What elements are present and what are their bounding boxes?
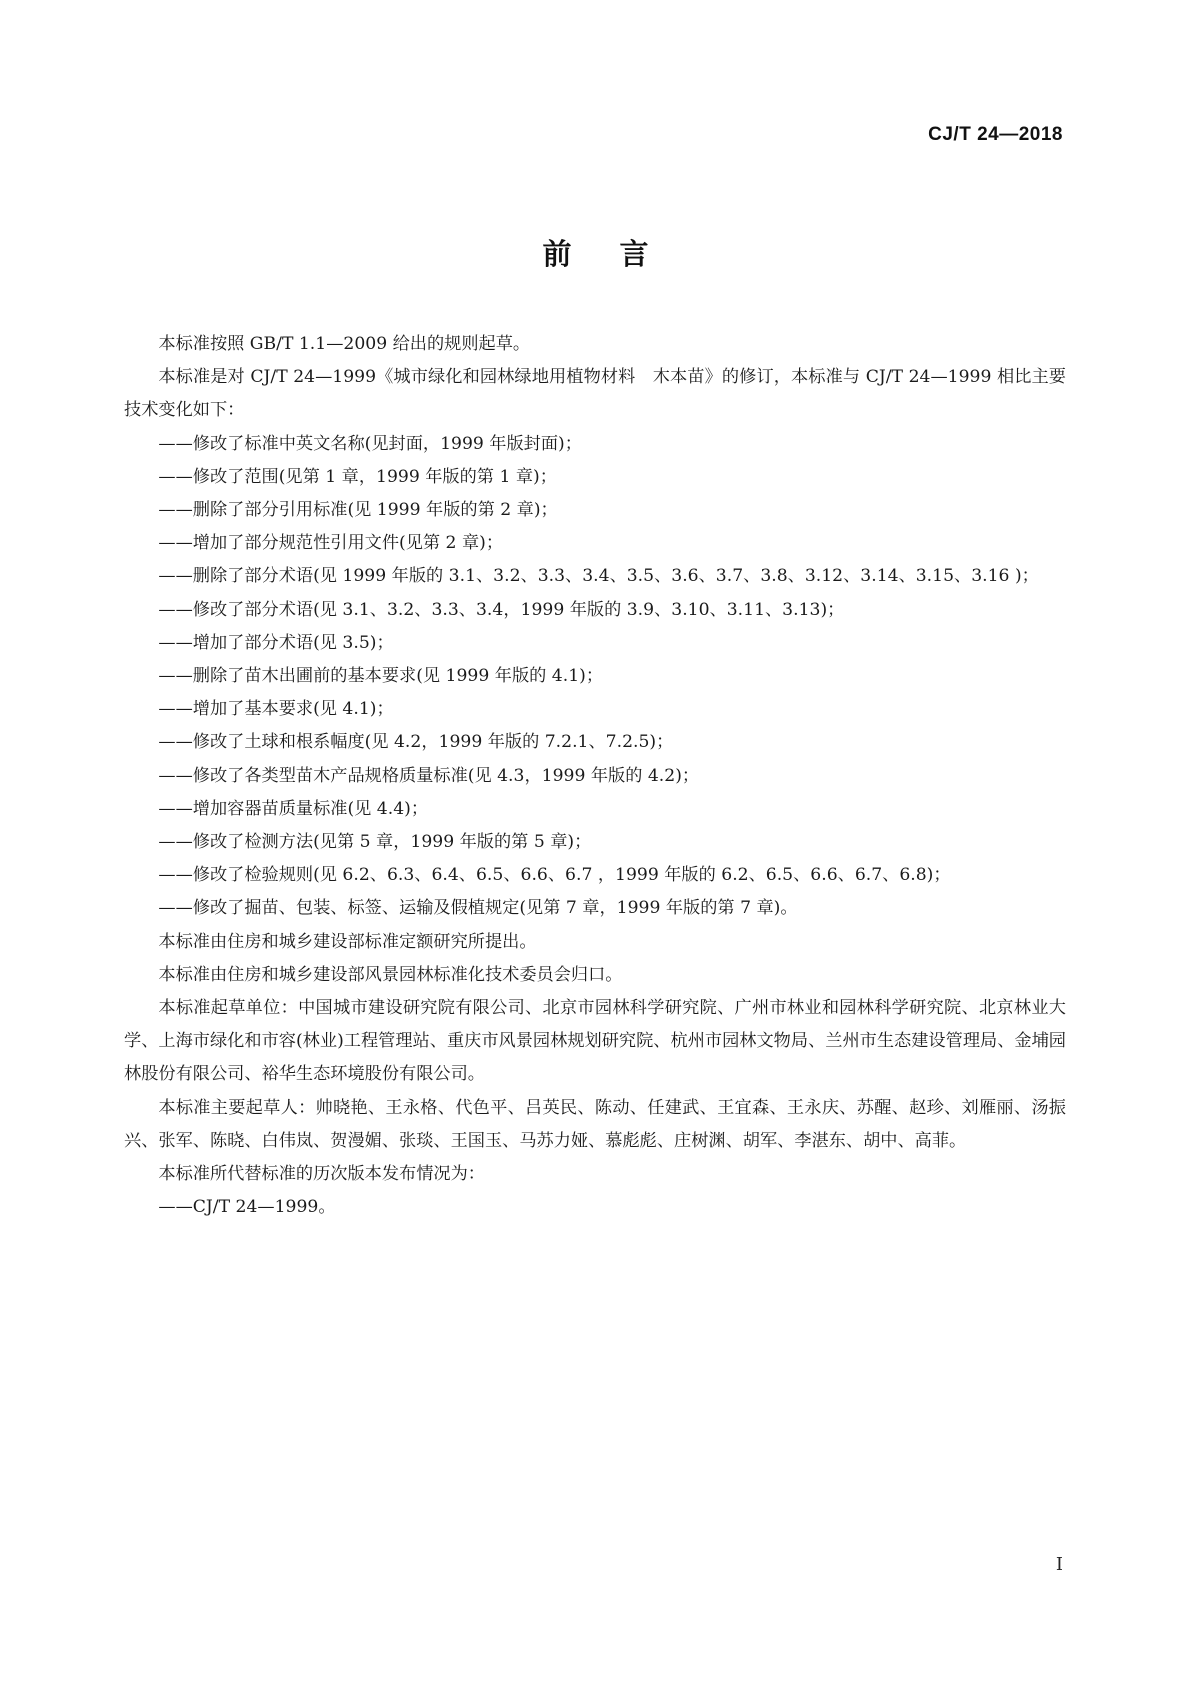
change-item: ——修改了部分术语(见 3.1、3.2、3.3、3.4，1999 年版的 3.9、3.10、3.11、3.13)； [158, 599, 845, 620]
paragraph-drafting-units: 本标准起草单位：中国城市建设研究院有限公司、北京市园林科学研究院、广州市林业和园林科学研究院、北京林业大学、上海市绿化和市容(林业)工程管理站、重庆市风景园林规划研究院、杭州市园林文物局、兰州市生态建设管理局、金埔园林股份有限公司、裕华生态环境股份有限公司。 [124, 998, 1066, 1085]
paragraph-revision-intro: 本标准是对 CJ/T 24—1999《城市绿化和园林绿地用植物材料 木本苗》的修订，本标准与 CJ/T 24—1999 相比主要技术变化如下： [124, 367, 1066, 421]
history-item: ——CJ/T 24—1999。 [158, 1197, 336, 1218]
change-item: ——增加了部分术语(见 3.5)； [158, 632, 394, 653]
paragraph-proposer: 本标准由住房和城乡建设部标准定额研究所提出。 [158, 931, 537, 952]
change-item: ——修改了掘苗、包装、标签、运输及假植规定(见第 7 章，1999 年版的第 7 章)。 [158, 898, 798, 919]
change-item: ——增加容器苗质量标准(见 4.4)； [158, 798, 429, 819]
change-item: ——修改了检验规则(见 6.2、6.3、6.4、6.5、6.6、6.7 ，1999 年版的 6.2、6.5、6.6、6.7、6.8)； [158, 865, 951, 886]
document-body [124, 328, 1066, 1224]
change-item: ——修改了标准中英文名称(见封面，1999 年版封面)； [158, 433, 582, 454]
change-item: ——修改了土球和根系幅度(见 4.2，1999 年版的 7.2.1、7.2.5)； [158, 732, 674, 753]
change-item: ——删除了苗木出圃前的基本要求(见 1999 年版的 4.1)； [158, 666, 604, 687]
paragraph-administrator: 本标准由住房和城乡建设部风景园林标准化技术委员会归口。 [158, 964, 623, 985]
change-item: ——增加了基本要求(见 4.1)； [158, 699, 394, 720]
standard-code: CJ/T 24—2018 [928, 124, 1063, 145]
paragraph-drafting-rules: 本标准按照 GB/T 1.1—2009 给出的规则起草。 [158, 334, 531, 354]
paragraph-drafters: 本标准主要起草人：帅晓艳、王永格、代色平、吕英民、陈动、任建武、王宜森、王永庆、苏醒、赵珍、刘雁丽、汤振兴、张军、陈晓、白伟岚、贺漫媚、张琰、王国玉、马苏力娅、慕彪彪、庄树渊、胡军、李湛东、胡中、高菲。 [124, 1097, 1066, 1151]
change-item: ——修改了各类型苗木产品规格质量标准(见 4.3，1999 年版的 4.2)； [158, 765, 700, 786]
page-title: 前言 [542, 237, 697, 271]
paragraph-history-intro: 本标准所代替标准的历次版本发布情况为： [158, 1164, 485, 1185]
change-item: ——删除了部分引用标准(见 1999 年版的第 2 章)； [158, 500, 558, 521]
change-item: ——修改了范围(见第 1 章，1999 年版的第 1 章)； [158, 466, 557, 487]
change-item: ——删除了部分术语(见 1999 年版的 3.1、3.2、3.3、3.4、3.5、3.6、3.7、3.8、3.12、3.14、3.15、3.16 )； [158, 566, 1039, 587]
change-item: ——修改了检测方法(见第 5 章，1999 年版的第 5 章)； [158, 832, 592, 853]
change-item: ——增加了部分规范性引用文件(见第 2 章)； [158, 533, 504, 554]
page-number: I [1055, 1554, 1063, 1575]
